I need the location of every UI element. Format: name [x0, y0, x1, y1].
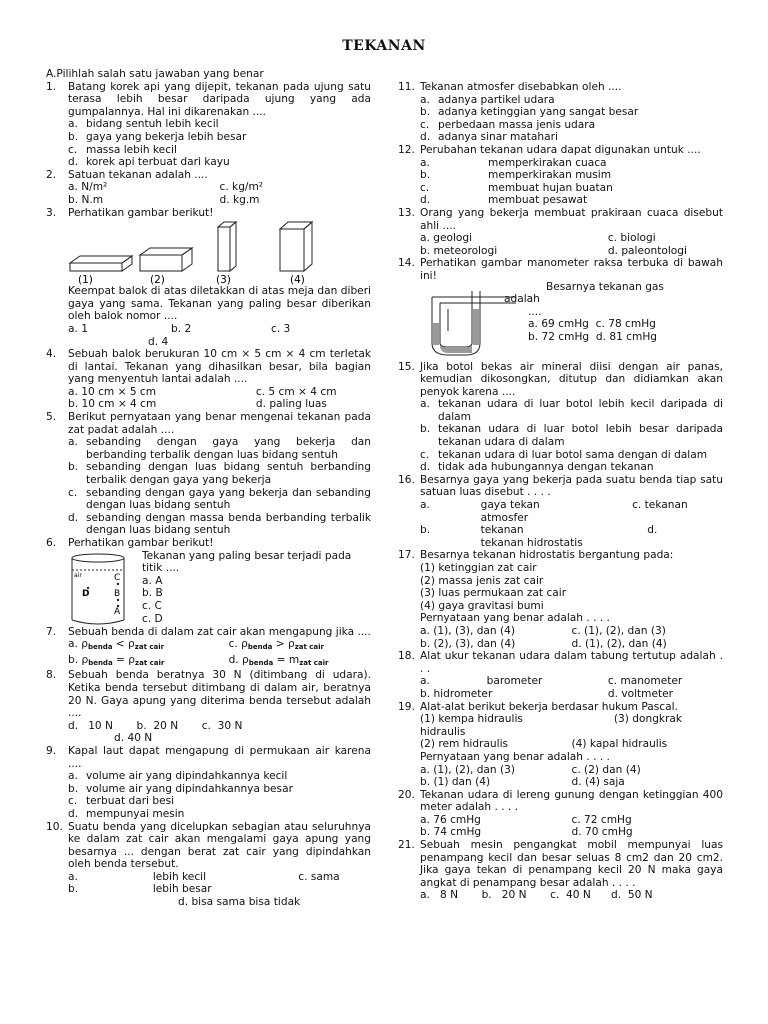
- option-b[interactable]: tekanan: [480, 524, 524, 537]
- option-d[interactable]: d. (4) saja: [571, 776, 625, 789]
- option-b-letter[interactable]: b.: [68, 883, 79, 896]
- option-c[interactable]: c. sama: [298, 870, 340, 883]
- statement: (1) ketinggian zat cair: [420, 562, 537, 574]
- options-line[interactable]: d. 10 N b. 20 N c. 30 N: [68, 719, 243, 732]
- option-d[interactable]: d. 70 cmHg: [571, 826, 633, 839]
- option-c[interactable]: c. membuat hujan buatan: [420, 181, 613, 194]
- liquid-container-figure: [68, 550, 138, 626]
- question-number: 19.: [398, 700, 415, 713]
- option-c[interactable]: c. massa lebih kecil: [68, 143, 177, 156]
- option-c[interactable]: c. 72 cmHg: [571, 813, 632, 826]
- option-d[interactable]: d. paleontologi: [607, 244, 687, 257]
- options-line[interactable]: a. 8 N b. 20 N c. 40 N d. 50 N: [420, 889, 653, 902]
- question-stem: Perhatikan gambar berikut!: [68, 206, 214, 219]
- question-number: 8.: [46, 669, 57, 682]
- option-d[interactable]: d. $\rho_{benda} = m_{zat cair}$: [228, 653, 329, 667]
- question-stem: Sebuah mesin pengangkat mobil mempunyai luas penampang kecil dan besar seluas 8 cm2 dan 20 cm2. Jika gaya tekan di penampang kecil 20 N maka gaya angkat di penampang besar adalah . . . .: [420, 839, 723, 889]
- option-d[interactable]: d. 40 N: [114, 732, 153, 745]
- question-10: [46, 821, 371, 909]
- question-15: [398, 361, 723, 474]
- question-number: 4.: [46, 348, 57, 361]
- option-b[interactable]: b. $\rho_{benda} = \rho_{zat cair}$: [68, 653, 165, 667]
- question-number: 3.: [46, 206, 57, 219]
- option-d[interactable]: d. adanya sinar matahari: [420, 131, 558, 144]
- option-c[interactable]: c. 3: [271, 322, 291, 335]
- question-4: [46, 348, 371, 411]
- option-b[interactable]: b. (1) dan (4): [420, 776, 491, 789]
- option-d[interactable]: d. membuat pesawat: [420, 194, 588, 207]
- option-d[interactable]: c. D: [142, 612, 163, 625]
- question-stem: Alat-alat berikut bekerja berdasar hukum Pascal.: [420, 700, 678, 713]
- question-stem: Sebuah balok berukuran 10 cm × 5 cm × 4 cm terletak di lantai. Tekanan yang dihasilkan besar, bila bagian yang menyentuh lantai adalah ....: [68, 348, 371, 386]
- option-d-letter[interactable]: d.: [647, 524, 658, 537]
- question-8: [46, 669, 371, 745]
- left-column: [46, 68, 371, 909]
- question-number: 1.: [46, 80, 57, 93]
- question-number: 20.: [398, 788, 415, 801]
- option-a[interactable]: a. volume air yang dipindahkannya kecil: [68, 770, 288, 783]
- option-c[interactable]: c. (2) dan (4): [571, 763, 641, 776]
- option-b[interactable]: b. 2: [171, 322, 192, 335]
- statement: (2) rem hidraulis: [420, 738, 509, 751]
- question-12: [398, 144, 723, 207]
- option-a[interactable]: a. sebanding dengan gaya yang bekerja dan berbanding terbalik dengan luas bidang sentuh: [68, 436, 371, 461]
- option-d[interactable]: d. bisa sama bisa tidak: [178, 896, 301, 909]
- option-d[interactable]: d. mempunyai mesin: [68, 807, 185, 820]
- option-b[interactable]: b. adanya ketinggian yang sangat besar: [420, 106, 639, 119]
- question-9: [46, 745, 371, 821]
- option-a[interactable]: a. geologi: [420, 232, 473, 245]
- option-a[interactable]: a. memperkirakan cuaca: [420, 156, 607, 169]
- option-d[interactable]: tekanan hidrostatis: [480, 536, 583, 549]
- question-text: Pernyataan yang benar adalah . . . .: [420, 612, 610, 625]
- option-a[interactable]: a. (1), (3), dan (4): [420, 624, 516, 637]
- option-a[interactable]: a. A: [142, 574, 163, 587]
- question-20: [398, 789, 723, 839]
- instruction: A.Pilihlah salah satu jawaban yang benar: [46, 68, 264, 80]
- option-b[interactable]: b. meteorologi: [420, 244, 498, 257]
- option-a-letter[interactable]: a.: [420, 499, 430, 512]
- question-stem: Satuan tekanan adalah ....: [68, 168, 208, 181]
- option-d[interactable]: d. paling luas: [255, 398, 327, 411]
- option-b[interactable]: b. hidrometer: [420, 687, 493, 700]
- question-text: Pernyataan yang benar adalah . . . .: [420, 750, 610, 763]
- option-b[interactable]: b. memperkirakan musim: [420, 169, 612, 182]
- question-19: [398, 701, 723, 789]
- question-7: [46, 626, 371, 670]
- question-13: [398, 207, 723, 257]
- blocks-figure: [68, 219, 328, 285]
- question-number: 2.: [46, 168, 57, 181]
- block-label: (4): [290, 274, 305, 286]
- question-text: ....: [528, 305, 542, 318]
- question-stem: Berikut pernyataan yang benar mengenai tekanan pada zat padat adalah ....: [68, 411, 371, 436]
- question-3: [46, 207, 371, 349]
- option-c[interactable]: c. tekanan udara di luar botol sama dengan di dalam: [420, 448, 708, 461]
- option-b[interactable]: b. sebanding dengan luas bidang sentuh berbanding terbalik dengan gaya yang bekerja: [68, 461, 371, 487]
- question-stem: Sebuah benda di dalam zat cair akan mengapung jika ....: [68, 625, 371, 638]
- statement: (4) gaya gravitasi bumi: [420, 599, 544, 612]
- question-stem: Kapal laut dapat mengapung di permukaan air karena ....: [68, 744, 371, 770]
- question-stem: Tekanan atmosfer disebabkan oleh ....: [420, 81, 622, 93]
- question-stem: Besarnya tekanan hidrostatis bergantung pada:: [420, 549, 674, 562]
- question-6: [46, 537, 371, 626]
- right-column: [398, 81, 723, 902]
- option-a[interactable]: a. $\rho_{benda} < \rho_{zat cair}$: [68, 638, 165, 652]
- option-a[interactable]: a. tekanan udara di luar botol lebih kecil daripada di dalam: [420, 398, 723, 423]
- option-c[interactable]: c. C: [142, 599, 162, 612]
- question-14: [398, 257, 723, 360]
- question-number: 14.: [398, 257, 415, 270]
- option-b[interactable]: b. N.m: [68, 193, 104, 206]
- question-17: [398, 549, 723, 650]
- question-number: 10.: [46, 820, 63, 833]
- fig-label: A: [114, 606, 121, 617]
- statement: (3) luas permukaan zat cair: [420, 587, 567, 600]
- option-c[interactable]: c. sebanding dengan gaya yang bekerja dan sebanding dengan luas bidang sentuh: [68, 486, 371, 512]
- statement: (4) kapal hidraulis: [571, 738, 668, 751]
- question-stem: Alat ukur tekanan udara dalam tabung tertutup adalah . . .: [420, 650, 723, 675]
- fig-label: air: [74, 571, 82, 579]
- option-a[interactable]: a. 1: [68, 322, 88, 335]
- statement-cont: hidraulis: [420, 725, 466, 738]
- option-a-cont: atmosfer: [480, 511, 529, 524]
- question-text: Tekanan yang paling besar terjadi pada titik ....: [142, 549, 352, 575]
- question-stem: Tekanan udara di lereng gunung dengan ketinggian 400 meter adalah . . . .: [420, 788, 723, 814]
- option-d[interactable]: d. tidak ada hubungannya dengan tekanan: [420, 461, 654, 474]
- option-b[interactable]: b. volume air yang dipindahkannya besar: [68, 782, 293, 795]
- question-stem: Jika botol bekas air mineral diisi dengan air panas, kemudian dikosongkan, ditutup dan didiamkan akan penyok karena ....: [420, 360, 723, 398]
- option-a[interactable]: a. N/m²: [68, 181, 108, 194]
- options-line[interactable]: b. 72 cmHg d. 81 cmHg: [528, 330, 658, 343]
- question-5: [46, 411, 371, 537]
- option-c[interactable]: c. $\rho_{benda} > \rho_{zat cair}$: [228, 638, 325, 652]
- statement: (2) massa jenis zat cair: [420, 574, 544, 587]
- question-stem: Orang yang bekerja membuat prakiraan cuaca disebut ahli ....: [420, 206, 723, 232]
- question-stem: Perubahan tekanan udara dapat digunakan untuk ....: [420, 143, 701, 156]
- option-b-letter[interactable]: b.: [420, 524, 431, 537]
- statement: (3) dongkrak: [613, 713, 683, 726]
- fig-label: C: [114, 572, 121, 583]
- question-number: 13.: [398, 206, 415, 219]
- fig-label: D: [82, 588, 90, 599]
- option-b[interactable]: b. tekanan udara di luar botol lebih besar daripada tekanan udara di dalam: [420, 423, 723, 449]
- option-a[interactable]: gaya tekan: [480, 499, 540, 512]
- option-a[interactable]: lebih kecil: [152, 870, 207, 883]
- option-b[interactable]: b. (2), (3), dan (4): [420, 637, 516, 650]
- option-c[interactable]: c. (1), (2), dan (3): [571, 624, 666, 637]
- block-label: (3): [216, 274, 231, 286]
- question-1: [46, 81, 371, 169]
- question-number: 6.: [46, 537, 57, 549]
- option-c[interactable]: c. 5 cm × 4 cm: [255, 385, 337, 398]
- option-a[interactable]: a. 76 cmHg: [420, 813, 481, 826]
- question-stem: Perhatikan gambar berikut!: [68, 537, 214, 549]
- question-number: 7.: [46, 625, 57, 638]
- option-c[interactable]: c. terbuat dari besi: [68, 795, 175, 808]
- question-11: [398, 81, 723, 144]
- question-21: [398, 839, 723, 902]
- option-d[interactable]: d. (1), (2), dan (4): [571, 637, 667, 650]
- question-stem: Perhatikan gambar manometer raksa terbuka di bawah ini!: [420, 257, 723, 282]
- question-number: 5.: [46, 411, 57, 424]
- option-b[interactable]: b. gaya yang bekerja lebih besar: [68, 130, 247, 143]
- question-number: 17.: [398, 549, 415, 562]
- question-stem: Batang korek api yang dijepit, tekanan pada ujung satu terasa lebih besar daripada ujung yang ada gumpalannya. Hal ini dikarenakan ....: [68, 80, 371, 118]
- option-d[interactable]: d. kg.m: [219, 193, 260, 206]
- option-d[interactable]: d. voltmeter: [607, 687, 674, 700]
- question-text: Besarnya tekanan gas: [546, 280, 664, 293]
- statement: (1) kempa hidraulis: [420, 713, 523, 726]
- block-label: (2): [150, 274, 165, 286]
- question-16: [398, 474, 723, 550]
- question-number: 16.: [398, 473, 415, 486]
- question-text: Keempat balok di atas diletakkan di atas meja dan diberi gaya yang sama. Tekanan yang paling besar diberikan oleh balok nomor ....: [68, 285, 371, 323]
- question-stem: Suatu benda yang dicelupkan sebagian atau seluruhnya ke dalam zat cair akan mengalami gaya apung yang besarnya ... dengan berat zat cair yang dipindahkan oleh benda tersebut.: [68, 820, 371, 871]
- option-c[interactable]: c. manometer: [607, 675, 683, 688]
- option-b[interactable]: b. B: [142, 587, 163, 600]
- option-c[interactable]: c. kg/m²: [219, 181, 264, 194]
- option-b[interactable]: b. 10 cm × 4 cm: [68, 398, 157, 411]
- option-b[interactable]: b. 74 cmHg: [420, 826, 482, 839]
- option-a[interactable]: a. adanya partikel udara: [420, 93, 555, 106]
- question-stem: Besarnya gaya yang bekerja pada suatu benda tiap satu satuan luas disebut . . . .: [420, 473, 723, 499]
- question-number: 11.: [398, 81, 415, 93]
- option-a-letter[interactable]: a.: [420, 675, 430, 688]
- option-a[interactable]: a. bidang sentuh lebih kecil: [68, 118, 219, 131]
- option-b[interactable]: lebih besar: [152, 883, 212, 896]
- question-number: 21.: [398, 839, 415, 852]
- fig-label: B: [114, 588, 121, 599]
- option-d[interactable]: d. sebanding dengan massa benda berbanding terbalik dengan luas bidang sentuh: [68, 511, 371, 537]
- question-number: 9.: [46, 744, 57, 757]
- question-text: adalah: [504, 293, 540, 306]
- option-d[interactable]: d. 4: [148, 335, 169, 348]
- option-a-letter[interactable]: a.: [68, 870, 78, 883]
- question-2: [46, 169, 371, 207]
- option-a[interactable]: barometer: [486, 675, 543, 688]
- question-number: 12.: [398, 143, 415, 156]
- option-d[interactable]: d. korek api terbuat dari kayu: [68, 156, 230, 169]
- question-number: 18.: [398, 650, 415, 663]
- option-c[interactable]: c. perbedaan massa jenis udara: [420, 118, 596, 131]
- option-a[interactable]: a. 10 cm × 5 cm: [68, 385, 157, 398]
- question-number: 15.: [398, 360, 415, 373]
- page-title: TEKANAN: [342, 38, 426, 54]
- option-c[interactable]: c. biologi: [607, 232, 656, 245]
- option-a[interactable]: a. (1), (2), dan (3): [420, 763, 516, 776]
- block-label: (1): [78, 274, 93, 286]
- question-18: [398, 650, 723, 700]
- question-stem: Sebuah benda beratnya 30 N (ditimbang di udara). Ketika benda tersebut ditimbang di dalam air, beratnya 20 N. Gaya apung yang diterima benda tersebut adalah ....: [68, 669, 371, 720]
- options-line[interactable]: a. 69 cmHg c. 78 cmHg: [528, 318, 656, 331]
- option-c[interactable]: c. tekanan: [632, 499, 688, 512]
